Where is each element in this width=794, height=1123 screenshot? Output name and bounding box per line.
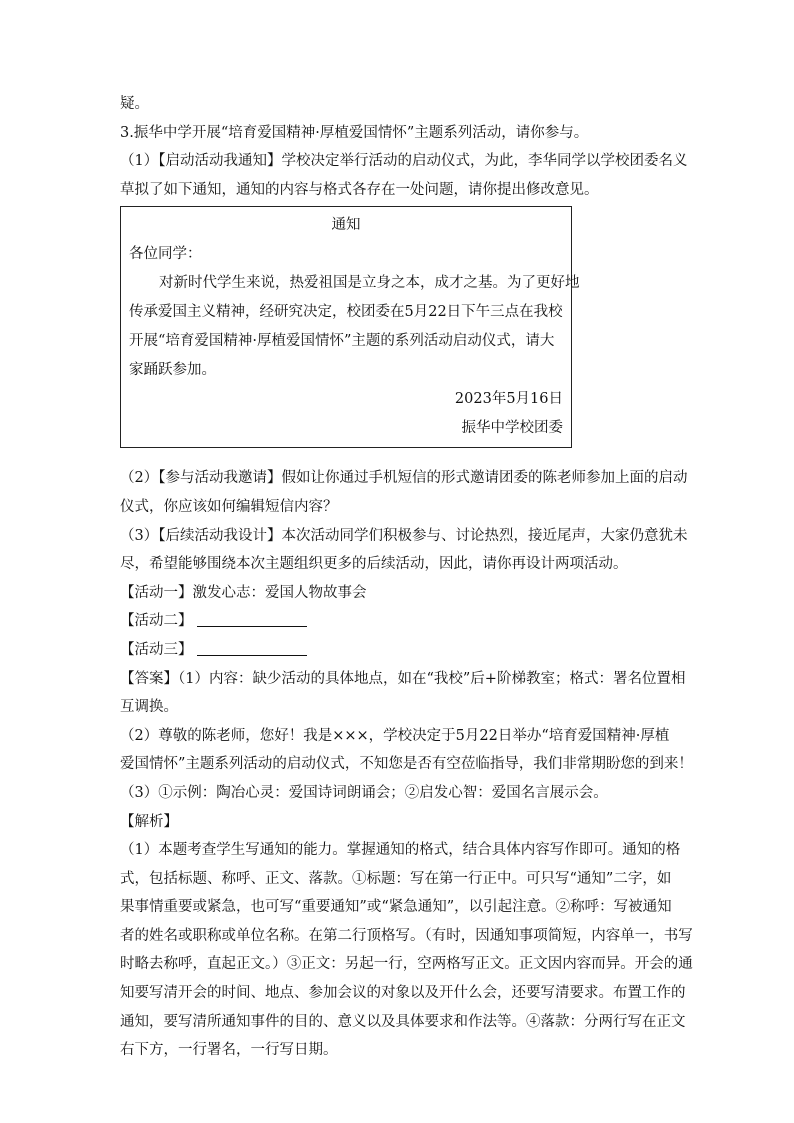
- answer-line: 互调换。: [120, 699, 178, 716]
- answer-line: （2）尊敬的陈老师，您好！我是×××，学校决定于5月22日举办“培育爱国精神·厚植: [120, 727, 670, 744]
- analysis-line: 知要写清开会的时间、地点、参加会议的对象以及开什么会，还要写清要求。布置工作的: [120, 985, 686, 1002]
- notice-signature: 振华中学校团委: [461, 420, 563, 437]
- analysis-line: 式，包括标题、称呼、正文、落款。①标题：写在第一行正中。可只写“通知”二字，如: [120, 870, 672, 887]
- notice-title: 通知: [331, 217, 361, 234]
- question-3-2-line: 仪式，你应该如何编辑短信内容？: [120, 498, 338, 515]
- text-line: 疑。: [120, 96, 149, 112]
- question-3-1-line: （1）【启动活动我通知】学校决定举行活动的启动仪式，为此，李华同学以学校团委名义: [120, 153, 688, 170]
- answer-line: （3）①示例：陶冶心灵：爱国诗词朗诵会；②启发心智：爱国名言展示会。: [120, 784, 608, 801]
- analysis-line: 时略去称呼，直起正文。）③正文：另起一行，空两格写正文。正文因内容而异。开会的通: [120, 956, 693, 973]
- notice-body-line: 传承爱国主义精神，经研究决定，校团委在5月22日下午三点在我校: [129, 304, 563, 321]
- question-3-3-line: （3）【后续活动我设计】本次活动同学们积极参与、讨论热烈，接近尾声，大家仍意犹未: [120, 527, 688, 544]
- answer-line: 【答案】（1）内容：缺少活动的具体地点，如在“我校”后+阶梯教室；格式：署名位置相: [120, 670, 686, 687]
- analysis-line: 通知，要写清所通知事件的目的、意义以及具体要求和作法等。④落款：分两行写在正文: [120, 1013, 686, 1030]
- activity-two-row: [120, 607, 680, 636]
- analysis-line: （1）本题考查学生写通知的能力。掌握通知的格式，结合具体内容写作即可。通知的格: [120, 842, 681, 859]
- answer-line: 爱国情怀”主题系列活动的启动仪式，不知您是否有空莅临指导，我们非常期盼您的到来！: [120, 756, 693, 773]
- notice-date: 2023年5月16日: [454, 391, 563, 408]
- analysis-heading: 【解析】: [120, 813, 178, 830]
- notice-body-line: 对新时代学生来说，热爱祖国是立身之本，成才之基。为了更好地: [159, 275, 580, 292]
- document-page: [120, 90, 693, 1065]
- activity-two-blank: [197, 610, 307, 627]
- notice-salutation: 各位同学：: [129, 246, 202, 263]
- notice-box: [120, 206, 580, 448]
- notice-body-line: 开展“培育爱国精神·厚植爱国情怀”主题的系列活动启动仪式，请大: [129, 333, 555, 350]
- question-3-1-line: 草拟了如下通知，通知的内容与格式各存在一处问题，请你提出修改意见。: [120, 181, 599, 198]
- activity-three-blank: [197, 639, 307, 656]
- analysis-line: 者的姓名或职称或单位名称。在第二行顶格写。（有时，因通知事项简短，内容单一，书写: [120, 927, 693, 944]
- question-3-3-line: 尽，希望能够围绕本次主题组织更多的后续活动，因此，请你再设计两项活动。: [120, 556, 628, 573]
- analysis-line: 右下方，一行署名，一行写日期。: [120, 1042, 338, 1059]
- activity-three-row: [120, 636, 680, 665]
- activity-three-label: 【活动三】: [120, 641, 193, 658]
- activity-two-label: 【活动二】: [120, 613, 193, 630]
- notice-body-line: 家踊跃参加。: [129, 362, 216, 379]
- activity-one: 【活动一】激发心志：爱国人物故事会: [120, 584, 367, 601]
- question-3-stem: 3.振华中学开展“培育爱国精神·厚植爱国情怀”主题系列活动，请你参与。: [120, 124, 589, 141]
- analysis-line: 果事情重要或紧急，也可写“重要通知”或“紧急通知”，以引起注意。②称呼：写被通知: [120, 899, 672, 916]
- question-3-2-line: （2）【参与活动我邀请】假如让你通过手机短信的形式邀请团委的陈老师参加上面的启动: [120, 470, 688, 487]
